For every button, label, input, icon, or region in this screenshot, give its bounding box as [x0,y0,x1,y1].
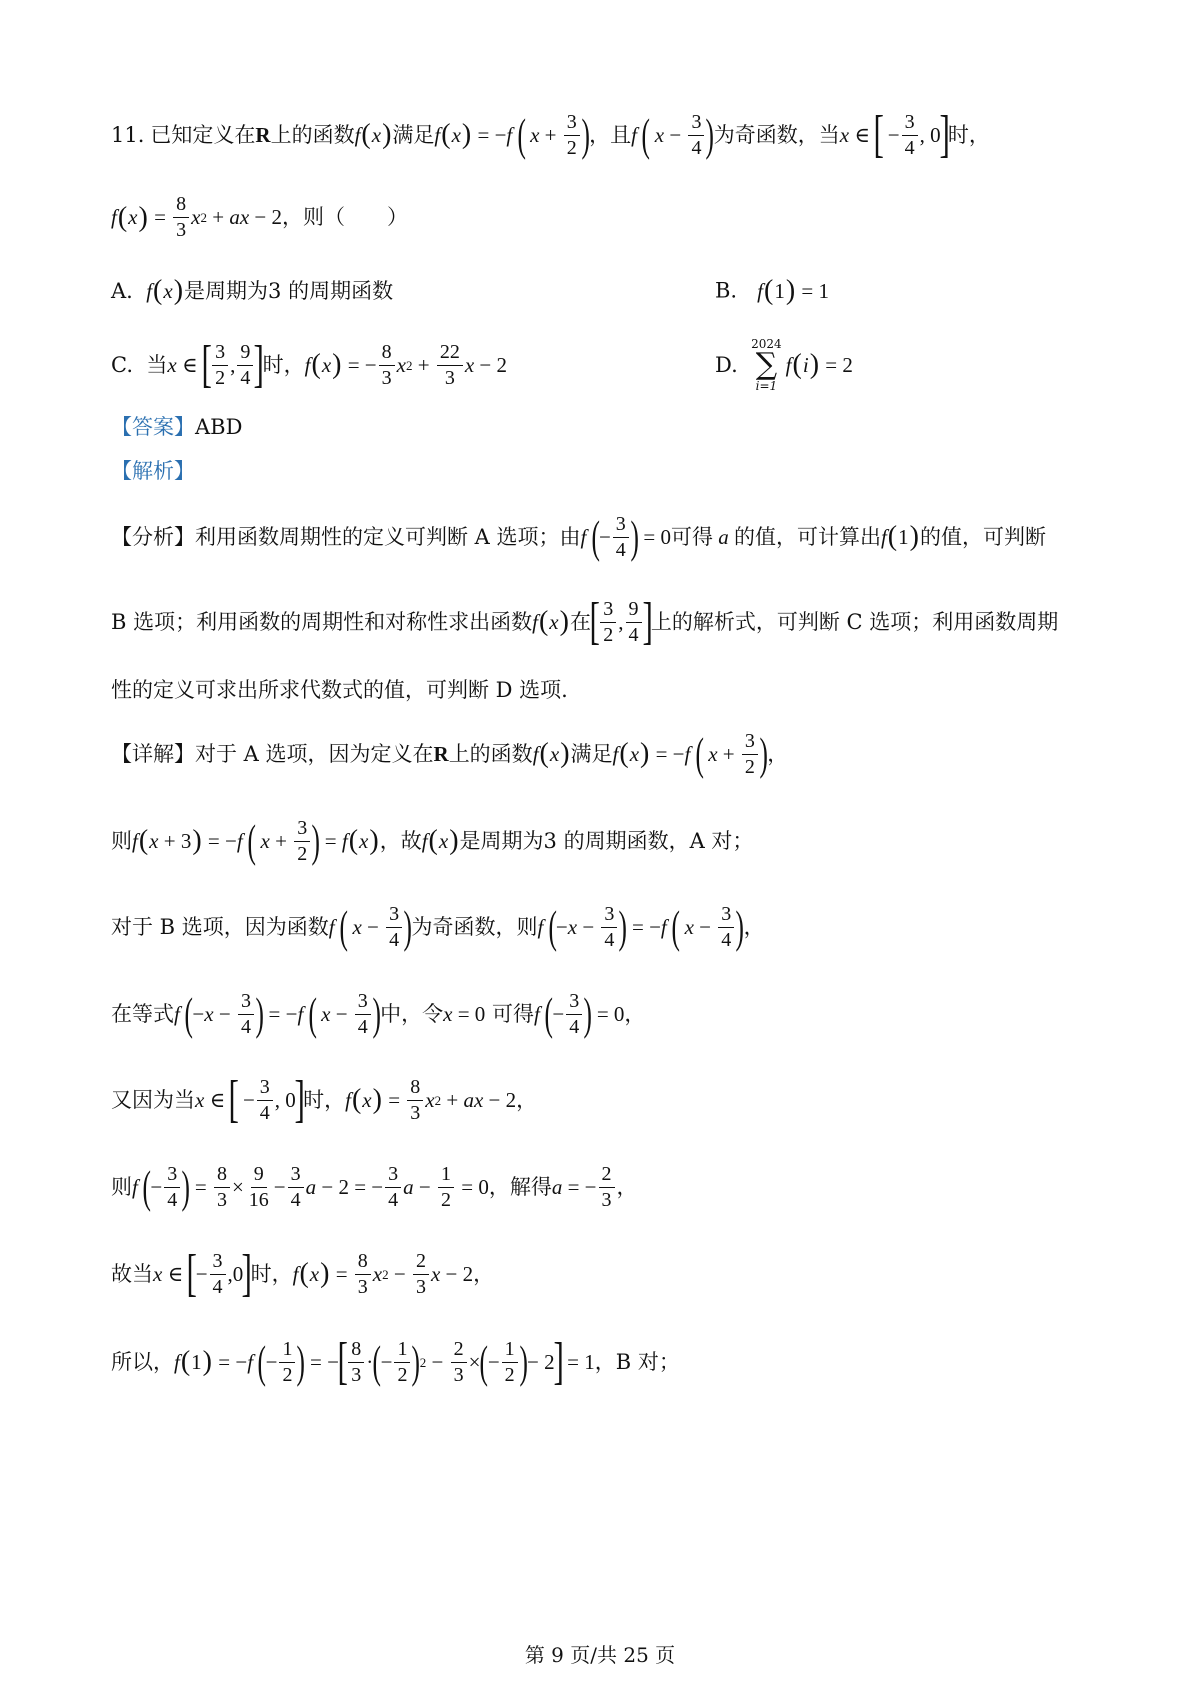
answer-value: ABD [195,414,243,439]
fenxi-line-1: 【分析】 利用函数周期性的定义可判断 A 选项；由 f ( − $\frac{3}{4}$ ) = 0 可得 a 的值，可计算出 f ( 1 ) 的值，可判断 [111,511,1046,562]
formula: x ∈ [ − $\frac{3}{4}$ , 0 ] [839,106,950,163]
formula: f ( − $\frac{3}{4}$ ) = 0 [533,988,625,1039]
detail-text: 则 [111,1174,132,1199]
formula: f ( x ) = − f ( x + $\frac{3}{2}$ ) [434,109,590,160]
option-row-ab [111,276,1120,306]
formula: f ( x ) = $\frac{8}{3}$ x 2 − $\frac{2}{3}$ x − 2 [292,1249,474,1298]
detail-text: ， [616,1174,638,1199]
analysis-line [111,458,1120,484]
detail-tag: 【详解】 [111,741,195,766]
formula: f ( x ) = $\frac{8}{3}$ x 2 + ax − 2 [345,1075,517,1124]
detail-line-4 [111,985,1120,1043]
formula: f ( − x − $\frac{3}{4}$ ) = − f ( x − $\frac{3}{4}$ ) [174,988,381,1039]
formula: [ $\frac{3}{2}$ , $\frac{9}{4}$ ] [589,593,653,650]
option-d: D. 2024 ∑ i=1 f ( i ) = 2 [715,337,853,393]
question-text: 已知定义在 [150,122,256,147]
detail-text: 时， [250,1261,293,1286]
detail-line-2 [111,812,1120,870]
detail-text: 在等式 [111,1001,174,1026]
real-set-symbol: R [255,122,271,147]
detail-text: ， [743,914,765,939]
detail-line-8 [111,1332,1120,1392]
fenxi-tag: 【分析】 [111,524,195,549]
formula: f ( x ) [146,275,184,306]
formula: f ( x + 3 ) = − f ( x + $\frac{3}{2}$ ) = f ( x ) [132,815,379,866]
answer-line [111,414,1120,440]
option-d-label: D. [715,352,738,377]
detail-text: ， [767,741,789,766]
option-c-text: 时， [262,352,305,377]
detail-text: 为奇函数，则 [411,914,538,939]
formula: f ( x ) [532,738,570,769]
detail-text: 所以， [111,1349,174,1374]
question-text: 上的函数 [270,122,355,147]
detail-text: ，故 [379,828,422,853]
option-a-label: A. [111,278,133,303]
detail-text: 则 [111,828,132,853]
detail-text: ， [516,1087,538,1112]
formula: f ( x ) [354,119,392,150]
detail-text: 对于 A 选项，因为定义在 [195,741,434,766]
fenxi-text: 在 [569,609,591,634]
option-a-text: 是周期为3 的周期函数 [184,278,394,303]
question-number: 11. [111,122,145,147]
formula: f ( x − $\frac{3}{4}$ ) [631,109,715,160]
formula: x ∈ [ − $\frac{3}{4}$ ,0 ] [153,1245,253,1302]
answer-tag: 【答案】 [111,414,195,439]
fenxi-text: B 选项；利用函数的周期性和对称性求出函数 [111,609,533,634]
formula: f ( − $\frac{3}{4}$ ) = 0 [580,511,671,562]
detail-text: ， [473,1261,495,1286]
formula: f ( 1 ) = − f ( − $\frac{1}{2}$ ) = − [ $\frac{8}{3}$ · ( − $\frac{1}{2}$ ) 2 − $\frac{2}{3}$ × ( − $\frac{1}{2}$ ) − 2 ] = 1 [174,1333,595,1390]
option-b: B. f ( 1 ) = 1 [715,275,829,306]
fenxi-line-2 [111,593,1120,651]
detail-text: 可得 [491,1001,534,1026]
formula: f ( x ) = $\frac{8}{3}$ x 2 + ax − 2 [111,193,283,241]
question-text: ，且 [589,122,632,147]
fenxi-text: 利用函数周期性的定义可判断 A 选项；由 [195,524,581,549]
detail-text: 又因为当 [111,1087,195,1112]
formula: x = 0 [443,1001,486,1026]
detail-text: 对于 B 选项，因为函数 [111,914,329,939]
analysis-tag: 【解析】 [111,458,195,483]
formula: f ( x ) = − f ( x + $\frac{3}{2}$ ) [612,728,768,779]
option-c-label: C. [111,352,133,377]
option-b-label: B. [715,278,738,303]
formula: f ( x ) = − $\frac{8}{3}$ x 2 + $\frac{22}{3}$ x − 2 [304,340,507,389]
formula: x ∈ [ − $\frac{3}{4}$ , 0 ] [195,1071,305,1128]
question-line-2 [111,190,1120,245]
fenxi-text: 性的定义可求出所求代数式的值，可判断 D 选项. [111,677,568,702]
question-text: 满足 [392,122,435,147]
question-line-1 [111,105,1120,165]
formula: f ( x ) [532,606,569,637]
fenxi-text: 的值，可判断 [919,524,1046,549]
detail-text: 满足 [570,741,613,766]
question-text: ，则（ ） [282,205,409,229]
detail-text: ，解得 [488,1174,552,1199]
formula: f ( − x − $\frac{3}{4}$ ) = − f ( x − $\frac{3}{4}$ ) [537,901,745,952]
fenxi-text: 上的解析式，可判断 C 选项；利用函数周期 [650,609,1059,634]
detail-text: ，B 对； [594,1349,680,1374]
fenxi-line-3 [111,677,1120,703]
page-footer: 第 9 页/共 25 页 [524,1643,676,1667]
detail-text: 是周期为3 的周期函数，A 对； [459,828,754,853]
formula: f ( 1 ) [880,521,919,552]
formula: x ∈ [ $\frac{3}{2}$ , $\frac{9}{4}$ ] [167,336,265,393]
detail-text: 中，令 [380,1001,444,1026]
option-row-cd [111,335,1120,395]
detail-line-6 [111,1158,1120,1216]
detail-line-3 [111,898,1120,956]
question-text: 为奇函数，当 [713,122,840,147]
formula: f ( x ) [421,825,459,856]
question-text: 时， [947,122,990,147]
formula: f ( x − $\frac{3}{4}$ ) [328,901,413,952]
detail-line-7 [111,1245,1120,1303]
formula: a = − $\frac{2}{3}$ [552,1164,617,1211]
formula: f ( − $\frac{3}{4}$ ) = $\frac{8}{3}$ × $\frac{9}{16}$ − $\frac{3}{4}$ a − 2 = − $\frac{3}{4}$ a − $\frac{1}{2}$ = 0 [132,1161,489,1212]
detail-text: ， [624,1001,646,1026]
detail-text: 故当 [111,1261,153,1286]
option-c-text: 当 [146,352,168,377]
detail-line-1 [111,725,1120,783]
fenxi-text: 可得 [670,524,713,549]
fenxi-text: 的值，可计算出 [733,524,881,549]
detail-line-5 [111,1071,1120,1129]
sum-symbol: 2024 ∑ i=1 [751,337,782,393]
detail-text: 上的函数 [448,741,533,766]
detail-text: 时， [303,1087,346,1112]
real-set-symbol: R [433,741,449,766]
